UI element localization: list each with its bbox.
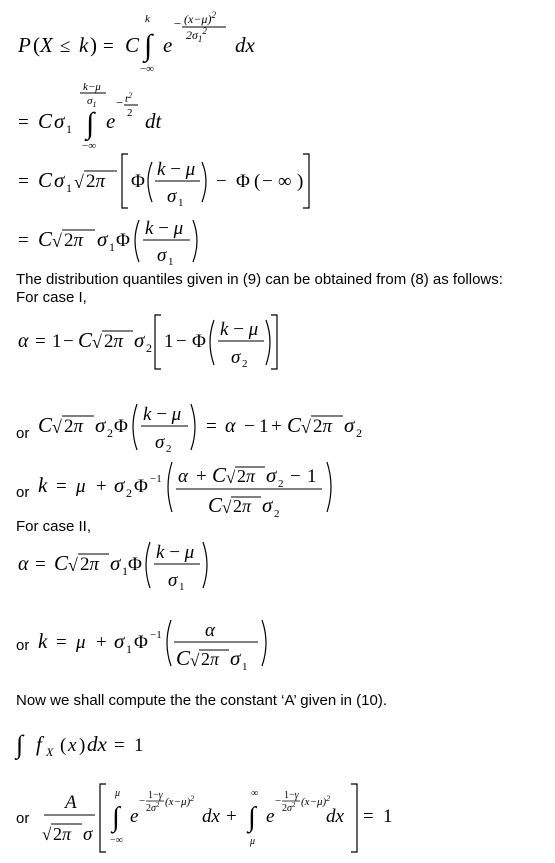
equation-quantile-case-two <box>0 614 300 674</box>
or-label-4: or <box>16 810 30 827</box>
equation-density-normalization <box>0 720 180 765</box>
svg-text:k: k <box>79 33 89 57</box>
svg-text:σ: σ <box>167 186 177 207</box>
svg-text:e: e <box>266 806 275 827</box>
svg-text:k − μ: k − μ <box>157 159 196 180</box>
svg-text:√: √ <box>42 825 52 844</box>
svg-text:=: = <box>56 632 67 653</box>
svg-text:=: = <box>18 230 29 251</box>
svg-text:2π: 2π <box>237 466 256 486</box>
svg-text:e: e <box>130 806 139 827</box>
svg-text:=: = <box>18 112 29 133</box>
svg-text:σ: σ <box>231 347 241 368</box>
svg-text:σ: σ <box>266 463 277 487</box>
svg-text:dx: dx <box>202 806 220 827</box>
svg-text:σ: σ <box>54 109 65 133</box>
svg-text:μ: μ <box>76 632 86 653</box>
svg-text:dt: dt <box>145 109 162 133</box>
svg-text:2: 2 <box>126 486 132 500</box>
svg-text:k − μ: k − μ <box>145 218 184 239</box>
svg-text:σ: σ <box>344 413 355 437</box>
svg-text:2π: 2π <box>64 416 84 437</box>
svg-text:2π: 2π <box>80 554 100 575</box>
svg-text:): ) <box>79 735 86 756</box>
svg-text:k−μ: k−μ <box>83 81 101 93</box>
svg-text:k − μ: k − μ <box>220 319 259 340</box>
svg-text:α: α <box>178 466 188 487</box>
svg-text:(: ( <box>254 171 261 192</box>
svg-text:Φ: Φ <box>192 331 206 352</box>
svg-text:Φ: Φ <box>116 230 130 251</box>
svg-text:=: = <box>206 416 217 437</box>
case-one-label: For case I, <box>16 289 87 306</box>
svg-text:+: + <box>96 632 107 653</box>
svg-text:1: 1 <box>179 581 185 593</box>
svg-text:Φ: Φ <box>128 554 142 575</box>
svg-text:C: C <box>38 227 53 251</box>
svg-text:(x−μ)2: $(x-\mu)^2$ <box>165 794 195 808</box>
svg-text:2: 2 <box>242 358 248 370</box>
svg-text:Φ: Φ <box>236 171 250 192</box>
svg-text:α: α <box>205 620 215 641</box>
svg-text:−: − <box>275 795 282 807</box>
svg-text:k − μ: k − μ <box>143 404 182 425</box>
svg-text:(: ( <box>60 735 67 756</box>
quantiles-intro-text: The distribution quantiles given in (9) can be obtained from (8) as follows: <box>16 271 503 288</box>
svg-text:e: e <box>163 33 173 57</box>
svg-text:σ: σ <box>134 328 145 352</box>
svg-text:X: X <box>46 745 54 759</box>
svg-text:−: − <box>139 795 146 807</box>
svg-text:=: = <box>56 476 67 497</box>
or-label-3: or <box>16 637 30 654</box>
svg-text:σ: σ <box>155 432 165 453</box>
svg-text:1: 1 <box>383 806 393 827</box>
svg-text:Φ: Φ <box>134 632 148 653</box>
svg-text:): ) <box>297 171 304 192</box>
svg-text:e: e <box>106 109 116 133</box>
svg-text:√: √ <box>68 555 78 575</box>
svg-text:Φ: Φ <box>114 416 128 437</box>
svg-text:−: − <box>174 16 182 31</box>
equation-rearranged-case-one <box>0 398 380 463</box>
svg-text:σ: σ <box>95 413 106 437</box>
svg-text:k − μ: k − μ <box>156 542 195 563</box>
svg-text:σ: σ <box>54 168 65 192</box>
svg-text:+: + <box>196 466 207 487</box>
svg-text:+: + <box>226 806 237 827</box>
svg-text:σ: σ <box>97 227 108 251</box>
equation-quantile-case-one <box>0 456 360 521</box>
svg-text:2π: 2π <box>201 649 220 669</box>
equation-phi-difference <box>0 150 320 215</box>
svg-text:≤: ≤ <box>60 36 71 57</box>
svg-text:∫: ∫ <box>86 107 95 140</box>
svg-text:1−γ: 1−γ <box>148 790 163 801</box>
svg-text:1: 1 <box>307 466 317 487</box>
equation-alpha-case-two <box>0 536 220 596</box>
svg-text:C: C <box>212 463 227 487</box>
svg-text:σ: σ <box>230 646 241 670</box>
svg-text:1: 1 <box>122 564 128 578</box>
svg-text:2π: 2π <box>53 824 72 844</box>
equation-cdf-definition <box>0 0 300 75</box>
svg-text:X: X <box>40 33 53 57</box>
svg-text:(: ( <box>33 33 40 57</box>
svg-text:√: √ <box>74 172 84 192</box>
svg-text:−1: −1 <box>150 629 162 641</box>
svg-text:σ1: $\sigma_1$ <box>87 95 97 109</box>
case-two-label: For case II, <box>16 518 92 535</box>
svg-text:α: α <box>18 330 29 352</box>
svg-text:2π: 2π <box>64 230 84 251</box>
svg-text:α: α <box>18 553 29 575</box>
svg-text:dx: dx <box>235 33 255 57</box>
svg-text:t2: $t^2$ <box>125 91 133 105</box>
svg-text:−∞: −∞ <box>82 140 97 152</box>
svg-text:+: + <box>96 476 107 497</box>
svg-text:1: 1 <box>66 122 72 136</box>
svg-text:Φ: Φ <box>131 171 145 192</box>
svg-text:=: = <box>35 554 46 575</box>
svg-text:√: √ <box>92 332 102 352</box>
svg-text:C: C <box>176 646 191 670</box>
svg-text:−: − <box>116 95 124 110</box>
svg-text:∫: ∫ <box>144 29 153 62</box>
svg-text:−: − <box>216 171 227 192</box>
svg-text:C: C <box>38 168 53 192</box>
svg-text:−: − <box>262 171 273 192</box>
svg-text:−∞: −∞ <box>110 835 123 846</box>
svg-text:=: = <box>363 806 374 827</box>
svg-text:dx: dx <box>326 806 344 827</box>
svg-text:√: √ <box>222 498 232 517</box>
svg-text:2π: 2π <box>233 496 252 516</box>
svg-text:C: C <box>54 551 69 575</box>
svg-text:1: 1 <box>52 331 62 352</box>
equation-substitution <box>0 75 200 155</box>
svg-text:=: = <box>103 36 114 57</box>
svg-text:μ: μ <box>76 476 86 497</box>
svg-text:+: + <box>271 416 282 437</box>
svg-text:2π: 2π <box>104 331 124 352</box>
svg-text:σ: σ <box>114 473 125 497</box>
svg-text:2: 2 <box>356 426 362 440</box>
svg-text:x: x <box>68 735 77 756</box>
equation-constant-a <box>0 776 420 861</box>
svg-text:C: C <box>125 33 140 57</box>
svg-text:1: 1 <box>134 735 144 756</box>
svg-text:Φ: Φ <box>134 476 148 497</box>
svg-text:2: 2 <box>127 107 133 119</box>
svg-text:∞: ∞ <box>278 171 292 192</box>
svg-text:√: √ <box>226 468 236 487</box>
svg-text:1: 1 <box>168 256 174 268</box>
svg-text:σ: σ <box>157 245 167 266</box>
svg-text:−: − <box>63 331 74 352</box>
svg-text:−: − <box>244 416 255 437</box>
svg-text:dx: dx <box>87 732 107 756</box>
svg-text:k: k <box>38 629 48 653</box>
svg-text:σ: σ <box>168 570 178 591</box>
svg-text:): ) <box>90 33 97 57</box>
svg-text:C: C <box>208 493 223 517</box>
svg-text:=: = <box>114 735 125 756</box>
svg-text:√: √ <box>52 417 62 437</box>
svg-text:−: − <box>290 466 301 487</box>
svg-text:√: √ <box>301 417 311 437</box>
svg-text:f: f <box>36 732 42 756</box>
svg-text:∫: ∫ <box>112 802 120 833</box>
svg-text:μ: μ <box>115 788 121 799</box>
svg-text:2π: 2π <box>313 416 333 437</box>
svg-text:∞: ∞ <box>251 788 259 799</box>
svg-text:=: = <box>18 171 29 192</box>
svg-text:2: 2 <box>274 508 280 520</box>
svg-text:=: = <box>35 331 46 352</box>
svg-text:2: 2 <box>278 478 284 490</box>
svg-text:C: C <box>38 109 53 133</box>
svg-text:A: A <box>65 792 77 813</box>
svg-text:k: k <box>38 473 48 497</box>
svg-text:(x−μ)2: $(x-\mu)^2$ <box>184 10 216 26</box>
svg-text:1: 1 <box>242 661 248 673</box>
svg-text:C: C <box>287 413 302 437</box>
svg-text:√: √ <box>190 651 200 670</box>
or-label-2: or <box>16 484 30 501</box>
svg-text:C: C <box>78 328 93 352</box>
svg-text:√: √ <box>52 231 62 251</box>
svg-text:∫: ∫ <box>16 730 24 759</box>
svg-text:1: 1 <box>126 642 132 656</box>
svg-text:2: 2 <box>107 426 113 440</box>
svg-text:(x−μ)2: $(x-\mu)^2$ <box>301 794 331 808</box>
svg-text:σ: σ <box>83 824 93 845</box>
or-label-1: or <box>16 425 30 442</box>
svg-text:1−γ: 1−γ <box>284 790 299 801</box>
svg-text:1: 1 <box>259 416 269 437</box>
svg-text:α: α <box>225 415 236 437</box>
svg-text:−: − <box>176 331 187 352</box>
svg-text:2σ12: $2\sigma_1^2$ <box>186 26 207 44</box>
constant-intro-text: Now we shall compute the the constant ‘A’ given in (10). <box>16 692 388 709</box>
svg-text:1: 1 <box>66 181 72 195</box>
svg-text:2π: 2π <box>86 171 106 192</box>
svg-text:−∞: −∞ <box>140 63 155 75</box>
equation-alpha-case-one <box>0 305 300 375</box>
svg-text:σ: σ <box>110 551 121 575</box>
equation-cdf-result <box>0 212 230 272</box>
svg-text:1: 1 <box>164 331 174 352</box>
svg-text:k: k <box>145 13 150 25</box>
svg-text:2: 2 <box>166 443 172 455</box>
svg-text:μ: μ <box>250 836 256 847</box>
svg-text:σ: σ <box>114 629 125 653</box>
svg-text:−1: −1 <box>150 473 162 485</box>
svg-text:1: 1 <box>178 197 184 209</box>
svg-text:P: P <box>18 33 31 57</box>
svg-text:σ: σ <box>262 493 273 517</box>
svg-text:2σ2: $2\sigma^2$ <box>282 801 296 814</box>
svg-text:C: C <box>38 413 53 437</box>
svg-text:1: 1 <box>109 240 115 254</box>
svg-text:∫: ∫ <box>248 802 256 833</box>
svg-text:2σ2: $2\sigma^2$ <box>146 801 160 814</box>
svg-text:2: 2 <box>146 341 152 355</box>
